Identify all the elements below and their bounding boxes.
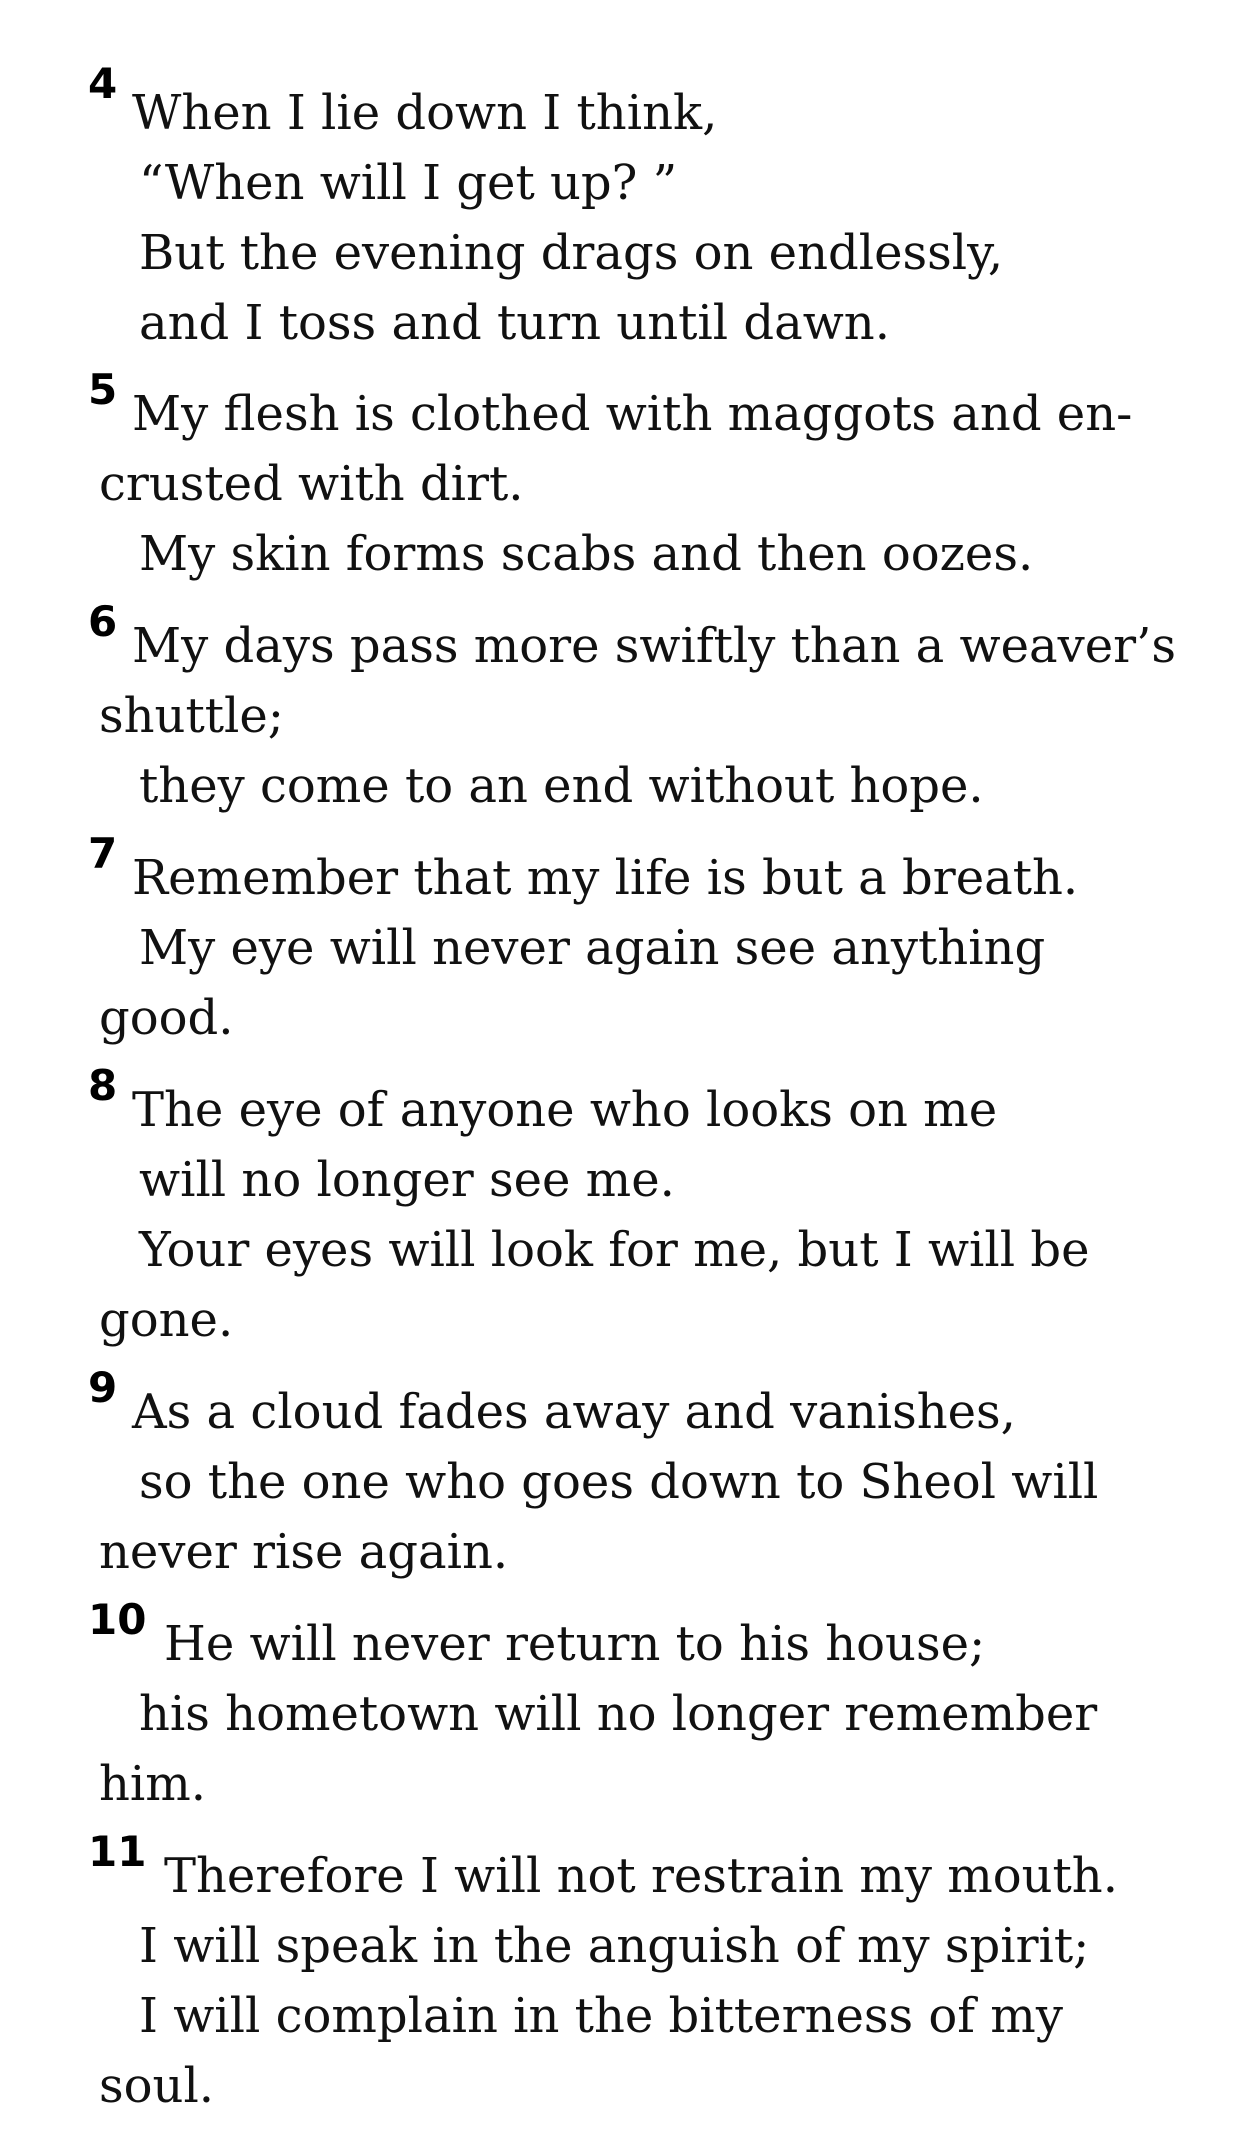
verse-line: and I toss and turn until dawn. bbox=[139, 295, 890, 351]
verse-line: shuttle; bbox=[99, 688, 284, 744]
verse-number: 9 bbox=[88, 1363, 118, 1412]
verse-line: When I lie down I think, bbox=[132, 85, 718, 141]
verse-line: so the one who goes down to Sheol will bbox=[139, 1454, 1099, 1510]
verse-number: 4 bbox=[88, 59, 118, 108]
verse-line: My skin forms scabs and then oozes. bbox=[139, 526, 1034, 582]
verse-line: But the evening drags on endlessly, bbox=[139, 225, 1004, 281]
verse-line: him. bbox=[99, 1756, 207, 1812]
verse-line: I will complain in the bitterness of my bbox=[139, 1988, 1063, 2044]
verse-line: soul. bbox=[99, 2058, 215, 2114]
verse-line: As a cloud fades away and vanishes, bbox=[132, 1384, 1016, 1440]
verse-line: they come to an end without hope. bbox=[139, 758, 984, 814]
verse-number: 7 bbox=[88, 829, 118, 878]
verse-line: Therefore I will not restrain my mouth. bbox=[164, 1848, 1118, 1904]
verse-line: gone. bbox=[99, 1292, 234, 1348]
verse-line: his hometown will no longer remember bbox=[139, 1686, 1098, 1742]
verse-line: never rise again. bbox=[99, 1524, 509, 1580]
verse-line: “When will I get up? ” bbox=[139, 155, 678, 211]
verse-number: 5 bbox=[88, 365, 118, 414]
verse-number: 11 bbox=[88, 1827, 147, 1876]
verse-line: My days pass more swiftly than a weaver’s bbox=[132, 618, 1176, 674]
verse-line: My eye will never again see anything bbox=[139, 920, 1046, 976]
verse-number: 10 bbox=[88, 1595, 147, 1644]
verse-line: crusted with dirt. bbox=[99, 456, 524, 512]
verse-line: will no longer see me. bbox=[139, 1152, 675, 1208]
verse-line: Remember that my life is but a breath. bbox=[132, 850, 1079, 906]
verse-line: He will never return to his house; bbox=[164, 1616, 986, 1672]
verse-line: The eye of anyone who looks on me bbox=[132, 1082, 998, 1138]
verse-line: My flesh is clothed with maggots and en- bbox=[132, 386, 1133, 442]
verse-line: Your eyes will look for me, but I will be bbox=[139, 1222, 1090, 1278]
verse-number: 8 bbox=[88, 1061, 118, 1110]
verse-line: good. bbox=[99, 990, 234, 1046]
verse-line: I will speak in the anguish of my spirit; bbox=[139, 1918, 1090, 1974]
verse-number: 6 bbox=[88, 597, 118, 646]
